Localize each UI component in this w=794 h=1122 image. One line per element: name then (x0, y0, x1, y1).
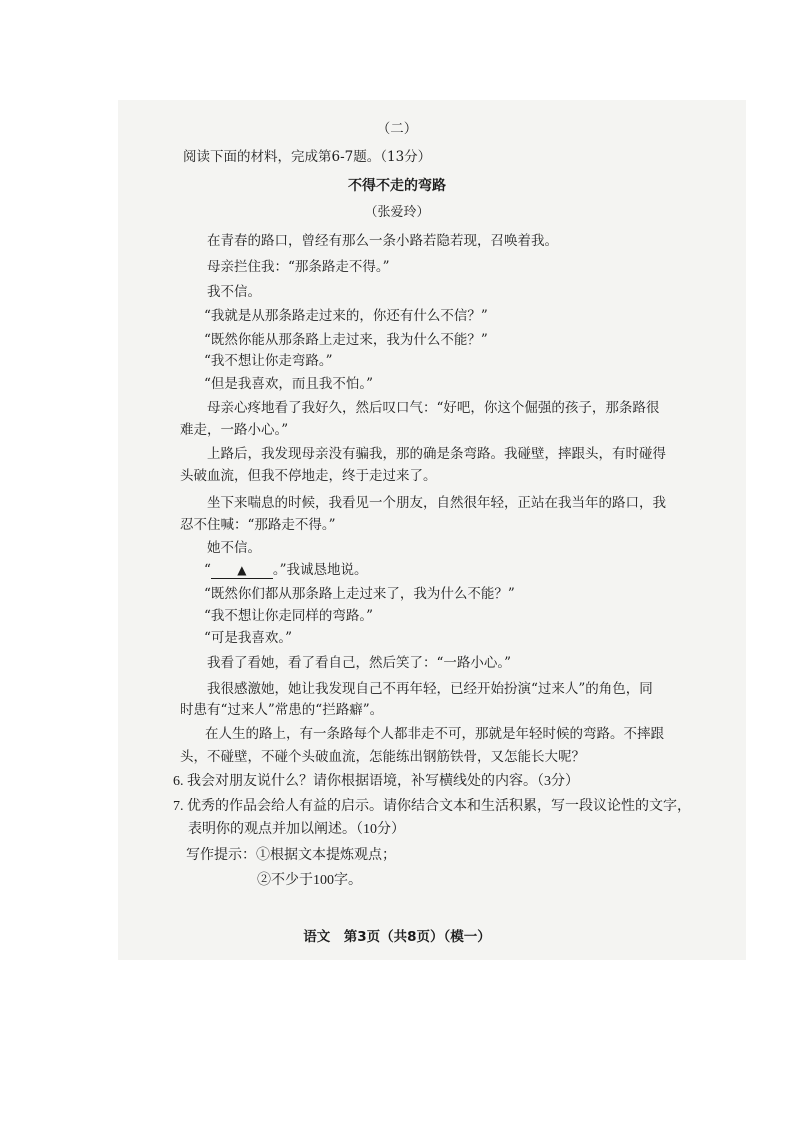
open-quote: “ (204, 562, 211, 578)
section-number: （二） (376, 121, 418, 137)
paragraph-line: 我很感激她，她让我发现自己不再年轻，已经开始扮演“过来人”的角色，同 (207, 681, 653, 697)
section-instruction: 阅读下面的材料，完成第6-7题。（13分） (183, 149, 432, 165)
writing-hint-2: ②不少于100字。 (257, 873, 362, 888)
paragraph-line: 母亲拦住我：“那条路走不得。” (207, 259, 390, 275)
paragraph-line: 坐下来喘息的时候，我看见一个朋友，自然很年轻，正站在我当年的路口，我 (207, 495, 666, 511)
article-title: 不得不走的弯路 (348, 178, 446, 194)
paragraph-line: 我不信。 (207, 284, 261, 300)
paragraph-line: 在人生的路上，有一条路每个人都非走不可，那就是年轻时候的弯路。不摔跟 (205, 726, 664, 742)
paragraph-line: “我就是从那条路走过来的，你还有什么不信？” (204, 308, 488, 324)
answer-blank (211, 562, 273, 579)
question-7-continued: 表明你的观点并加以阐述。（10分） (188, 822, 405, 837)
triangle-marker-icon: ▲ (237, 563, 247, 577)
paragraph-line: “可是我喜欢。” (204, 630, 293, 646)
blank-sentence-rest: 。”我诚恳地说。 (272, 562, 368, 578)
article-author: （张爱玲） (364, 205, 430, 220)
paragraph-line: “我不想让你走同样的弯路。” (204, 608, 374, 624)
page-footer: 语文 第3页（共8页）（模一） (303, 929, 491, 945)
paragraph-line: “既然你们都从那条路上走过来了，我为什么不能？” (204, 586, 515, 602)
paragraph-line: “既然你能从那条路上走过来，我为什么不能？” (204, 332, 488, 348)
paragraph-line: 忍不住喊：“那路走不得。” (180, 517, 336, 533)
blank-sentence (204, 560, 368, 580)
paragraph-line: 头，不碰壁，不碰个头破血流，怎能练出钢筋铁骨，又怎能长大呢？ (180, 749, 585, 765)
paragraph-line: 上路后，我发现母亲没有骗我，那的确是条弯路。我碰壁，摔跟头，有时碰得 (207, 446, 666, 462)
paragraph-line: 她不信。 (207, 540, 261, 556)
paragraph-line: 难走，一路小心。” (180, 422, 289, 438)
paragraph-line: 母亲心疼地看了我好久，然后叹口气：“好吧，你这个倔强的孩子，那条路很 (207, 400, 660, 416)
question-7: 7. 优秀的作品会给人有益的启示。请你结合文本和生活积累，写一段议论性的文字， (173, 799, 691, 814)
paragraph-line: 我看了看她，看了看自己，然后笑了：“一路小心。” (207, 655, 512, 671)
paragraph-line: “我不想让你走弯路。” (204, 353, 333, 369)
question-6: 6. 我会对朋友说什么？请你根据语境，补写横线处的内容。（3分） (173, 774, 579, 789)
paragraph-line: 头破血流，但我不停地走，终于走过来了。 (180, 468, 437, 484)
writing-hint-1: 写作提示：①根据文本提炼观点； (186, 848, 396, 863)
paragraph-line: 时患有“过来人”常患的“拦路癖”。 (180, 702, 384, 718)
paragraph-line: 在青春的路口，曾经有那么一条小路若隐若现，召唤着我。 (207, 233, 558, 249)
paragraph-line: “但是我喜欢，而且我不怕。” (204, 376, 374, 392)
